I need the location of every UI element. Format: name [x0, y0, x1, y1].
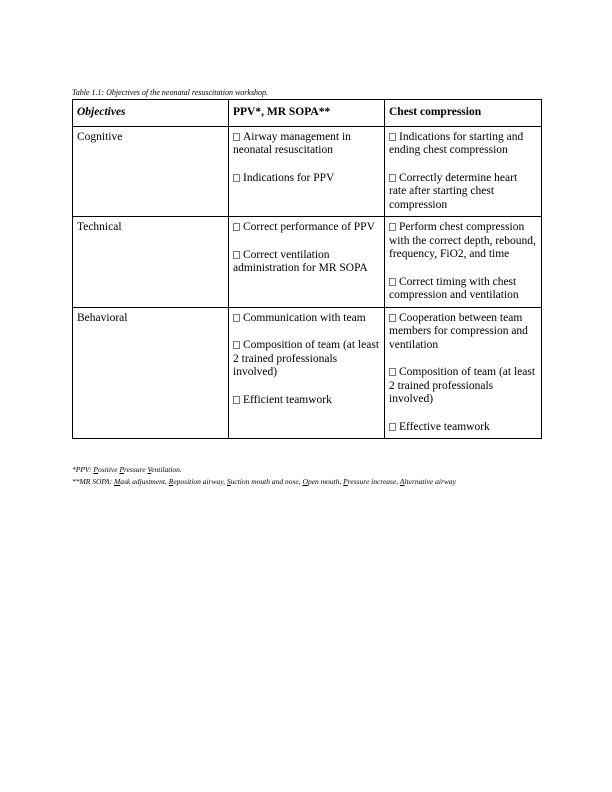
checkbox-glyph-icon: [389, 223, 396, 231]
footnotes: [72, 464, 456, 488]
footnote-word: ressure: [124, 465, 148, 474]
table-header-row: [73, 100, 542, 127]
list-item: [389, 312, 537, 353]
list-item: [389, 366, 537, 407]
footnote-initial: O: [302, 477, 308, 486]
checkbox-glyph-icon: [389, 368, 396, 376]
ppv-cell: [229, 126, 385, 217]
item-text: Correct timing with chest compression and ventilation: [389, 275, 519, 301]
item-text: Efficient teamwork: [243, 393, 332, 406]
objectives-table: [72, 99, 542, 439]
chest-cell: [385, 126, 542, 217]
list-item: [389, 131, 537, 158]
table-row: [73, 126, 542, 217]
list-item: [389, 421, 537, 435]
list-item: [389, 276, 537, 303]
list-item: [233, 131, 380, 158]
ppv-cell: [229, 217, 385, 308]
item-text: Composition of team (at least 2 trained professionals involved): [389, 366, 536, 405]
item-text: Correct performance of PPV: [243, 221, 375, 233]
item-text: Communication with team: [243, 311, 366, 324]
list-item: [233, 394, 380, 408]
footnote-ppv: [72, 464, 456, 476]
checkbox-glyph-icon: [389, 174, 396, 182]
item-text: Effective teamwork: [399, 420, 490, 433]
item-text: Airway management in neonatal resuscitation: [233, 130, 351, 156]
footnote-word: ask adjustment,: [120, 477, 169, 486]
item-text: Correct ventilation administration for MR SOPA: [233, 248, 368, 274]
footnote-initial: V: [147, 465, 152, 474]
ppv-cell: [229, 307, 385, 439]
footnote-initial: P: [93, 465, 98, 474]
checkbox-glyph-icon: [389, 423, 396, 431]
checkbox-glyph-icon: [233, 251, 240, 259]
item-text: Indications for starting and ending chest compression: [389, 130, 524, 156]
list-item: [233, 312, 380, 326]
table-caption: Table 1.1: Objectives of the neonatal resuscitation workshop.: [72, 88, 269, 97]
item-text: Correctly determine heart rate after starting chest compression: [389, 171, 518, 211]
checkbox-glyph-icon: [389, 314, 396, 322]
list-item: [233, 339, 380, 380]
footnote-word: uction mouth and nose,: [230, 477, 303, 486]
header-ppv-mr-sopa: PPV*, MR SOPA**: [229, 100, 385, 127]
checkbox-glyph-icon: [233, 223, 240, 231]
footnote-prefix: **MR SOPA:: [72, 477, 114, 486]
footnote-word: entilation.: [151, 465, 182, 474]
objective-category: Cognitive: [73, 126, 229, 217]
footnote-word: lternative airway: [404, 477, 456, 486]
footnote-initial: P: [343, 477, 348, 486]
checkbox-glyph-icon: [233, 341, 240, 349]
footnote-initial: P: [119, 465, 125, 474]
footnote-word: ositive: [97, 465, 120, 474]
checkbox-glyph-icon: [233, 133, 240, 141]
checkbox-glyph-icon: [233, 314, 240, 322]
item-text: Indications for PPV: [243, 171, 335, 184]
footnote-prefix: *PPV:: [72, 465, 94, 474]
header-objectives: Objectives: [73, 100, 229, 127]
list-item: [233, 172, 380, 186]
footnote-initial: A: [399, 477, 405, 486]
list-item: [233, 249, 380, 276]
table-row: [73, 217, 542, 308]
header-chest-compression: Chest compression: [385, 100, 542, 127]
chest-cell: [385, 217, 542, 308]
checkbox-glyph-icon: [233, 396, 240, 404]
footnote-mr-sopa: [72, 476, 456, 488]
list-item: [389, 221, 537, 262]
chest-cell: [385, 307, 542, 439]
footnote-initial: R: [168, 477, 174, 486]
footnote-word: ressure increase,: [347, 477, 400, 486]
item-text: Cooperation between team members for compression and ventilation: [389, 311, 528, 351]
footnote-word: pen mouth,: [307, 477, 344, 486]
item-text: Composition of team (at least 2 trained professionals involved): [233, 339, 380, 378]
footnote-word: eposition airway,: [173, 477, 227, 486]
table-row: [73, 307, 542, 439]
list-item: [389, 172, 537, 213]
objective-category: Behavioral: [73, 307, 229, 439]
item-text: Perform chest compression with the correct depth, rebound, frequency, FiO2, and time: [389, 221, 536, 260]
objective-category: Technical: [73, 217, 229, 308]
checkbox-glyph-icon: [233, 174, 240, 182]
footnote-initial: M: [113, 477, 121, 486]
footnote-initial: S: [226, 477, 231, 486]
checkbox-glyph-icon: [389, 278, 396, 286]
checkbox-glyph-icon: [389, 133, 396, 141]
list-item: [233, 221, 380, 235]
